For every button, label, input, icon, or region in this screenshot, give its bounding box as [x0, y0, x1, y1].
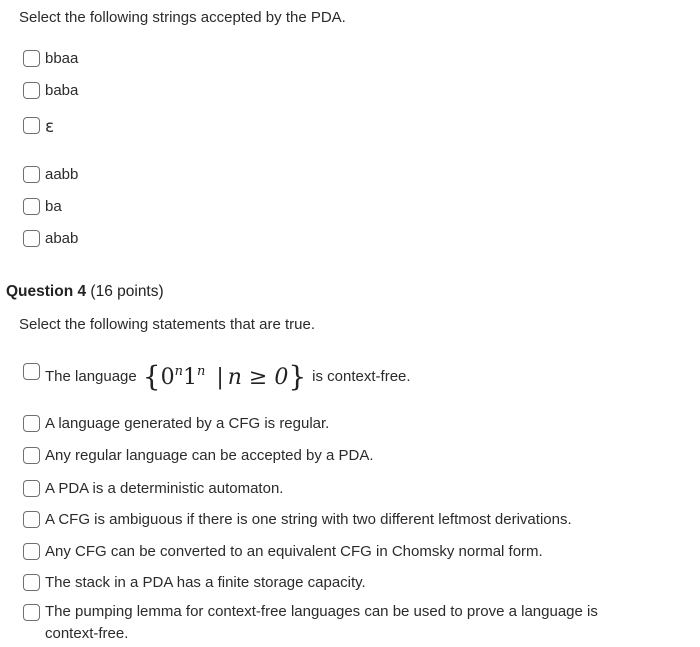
option-label: Any regular language can be accepted by a PDA. — [45, 447, 374, 464]
question-3-prompt: Select the following strings accepted by the PDA. — [19, 9, 346, 26]
checkbox[interactable] — [23, 82, 40, 99]
checkbox[interactable] — [23, 604, 40, 621]
option-text-suffix: is context-free. — [312, 368, 411, 385]
checkbox[interactable] — [23, 50, 40, 67]
option-text-prefix: The language — [45, 368, 137, 385]
checkbox[interactable] — [23, 511, 40, 528]
option-label: A CFG is ambiguous if there is one string with two different leftmost derivations. — [45, 511, 572, 528]
checkbox[interactable] — [23, 117, 40, 134]
question-4-heading — [6, 283, 164, 301]
checkbox[interactable] — [23, 543, 40, 560]
math-condition: n ≥ 0 — [227, 365, 289, 390]
option-regular-pda[interactable] — [23, 447, 374, 467]
option-label: A PDA is a deterministic automaton. — [45, 480, 284, 497]
option-pda-deterministic[interactable] — [23, 480, 283, 500]
question-points: (16 points) — [90, 283, 164, 300]
option-label: baba — [45, 82, 79, 99]
checkbox[interactable] — [23, 447, 40, 464]
option-abab[interactable] — [23, 230, 78, 250]
option-label: The stack in a PDA has a finite storage capacity. — [45, 574, 366, 591]
math-expression: {0$^n$1$^n$ | n ≥ 0} — [142, 360, 307, 393]
option-aabb[interactable] — [23, 166, 78, 186]
option-label: aabb — [45, 166, 79, 183]
option-ba[interactable] — [23, 198, 62, 218]
option-label: A language generated by a CFG is regular. — [45, 415, 330, 432]
checkbox[interactable] — [23, 166, 40, 183]
checkbox[interactable] — [23, 198, 40, 215]
option-baba[interactable] — [23, 82, 78, 102]
option-label — [45, 357, 411, 393]
checkbox[interactable] — [23, 574, 40, 591]
option-chomsky[interactable] — [23, 543, 543, 563]
option-label: abab — [45, 230, 79, 247]
option-label: Any CFG can be converted to an equivalent CFG in Chomsky normal form. — [45, 543, 543, 560]
checkbox[interactable] — [23, 480, 40, 497]
question-title: Question 4 — [6, 283, 87, 300]
option-label: bbaa — [45, 50, 79, 67]
checkbox[interactable] — [23, 363, 40, 380]
option-bbaa[interactable] — [23, 50, 78, 70]
option-stack-finite[interactable] — [23, 574, 366, 594]
math-exponent: n — [196, 364, 206, 379]
math-exponent: n — [174, 364, 183, 379]
option-label: The pumping lemma for context-free languages can be used to prove a language is context-free. — [45, 603, 598, 642]
math-zero: 0 — [160, 365, 175, 390]
math-one: 1 — [182, 365, 197, 390]
option-epsilon[interactable] — [23, 117, 54, 138]
question-4-prompt: Select the following statements that are true. — [19, 316, 315, 333]
option-cfg-regular[interactable] — [23, 415, 329, 435]
option-cfg-ambiguous[interactable] — [23, 511, 572, 531]
checkbox[interactable] — [23, 230, 40, 247]
option-label: ε — [45, 117, 55, 137]
option-label: ba — [45, 198, 62, 215]
option-pumping-lemma[interactable] — [23, 604, 645, 645]
checkbox[interactable] — [23, 415, 40, 432]
option-language-context-free[interactable] — [23, 360, 411, 393]
